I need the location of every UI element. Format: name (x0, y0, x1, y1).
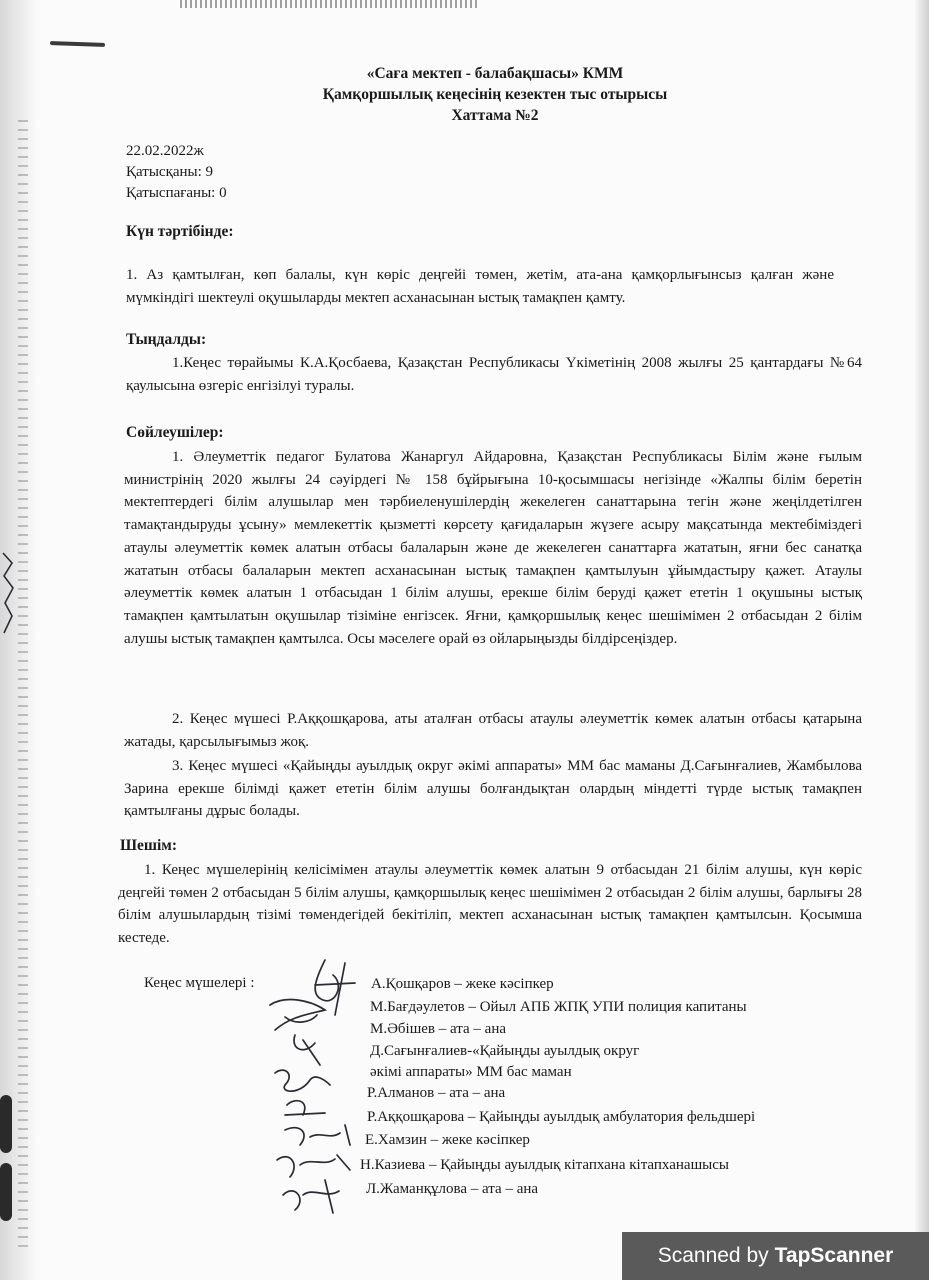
member-line: Д.Сағынғалиев-«Қайыңды ауылдық округ (370, 1043, 640, 1059)
member-line: М.Әбішев – ата – ана (370, 1021, 507, 1037)
top-bleed-mark (180, 0, 480, 8)
scanner-watermark (622, 1232, 929, 1280)
member-line: Л.Жаманқұлова – ата – ана (366, 1181, 539, 1197)
signature-mark (294, 1035, 320, 1065)
signature-mark (277, 1155, 350, 1177)
signature-mark (275, 1070, 330, 1091)
agenda-item: 1. Аз қамтылған, көп балалы, күн көріс деңгейі төмен, жетім, ата-ана қамқорлығынсыз қалған және мүмкіндігі шектеулі оқушыларды мектеп асханасынан ыстық тамақпен қамту. (126, 267, 834, 306)
perforation-strip (18, 120, 28, 1250)
scanner-prefix: Scanned by (657, 1244, 769, 1267)
agenda-title: Күн тәртібінде: (126, 223, 234, 240)
decision-item: 1. Кеңес мүшелерінің келісімімен атаулы әлеуметтік көмек алатын 9 отбасыдан 21 білім алушы, күн көріс деңгейі төмен 2 отбасыдан 5 білім алушы, қамқоршылық кеңес шешімімен 2 отбасыдан 2 білім алушы, барлығы 28 білім алушылардың тізімі төмендегідей бекітіліп, мектеп асханасынан ыстық тамақпен қамтылсын. Қосымша кестеде. (118, 862, 862, 947)
member-line: Р.Алманов – ата – ана (367, 1085, 506, 1101)
member-line: А.Қошқаров – жеке кәсіпкер (371, 976, 554, 992)
meeting-date: 22.02.2022ж (126, 143, 204, 159)
member-line: әкімі аппараты» ММ бас маман (370, 1064, 572, 1080)
speaker-item-2: 2. Кеңес мүшесі Р.Аққошқарова, аты аталған отбасы атаулы әлеуметтік көмек алатын отбасы қатарына жатады, қарсылығымыз жоқ. (124, 711, 862, 750)
attended-count: Қатысқаны: 9 (126, 164, 214, 180)
binder-hole (0, 1095, 12, 1153)
signature-mark (270, 1000, 325, 1030)
page-right-shadow (915, 0, 929, 1280)
scanner-brand: TapScanner (774, 1244, 894, 1267)
decision-title: Шешім: (120, 837, 178, 854)
pen-mark (50, 41, 105, 47)
member-line: Р.Аққошқарова – Қайыңды ауылдық амбулатория фельдшері (367, 1109, 756, 1125)
handwritten-signatures (255, 955, 375, 1225)
member-line: Е.Хамзин – жеке кәсіпкер (365, 1132, 530, 1148)
speakers-title: Сөйлеушілер: (126, 424, 224, 441)
meeting-meta (126, 141, 227, 204)
side-handwriting (0, 548, 16, 638)
speaker-item-3: 3. Кеңес мүшесі «Қайыңды ауылдық округ әкімі аппараты» ММ бас маманы Д.Сағынғалиев, Жамбылова Зарина ерекше білімді қажет ететін білім алушы болғандықтан олардың міндетті түрде ыстық тамақпен қамтылғаны дұрыс болады. (124, 758, 862, 820)
members-label: Кеңес мүшелері : (144, 975, 255, 991)
heard-title: Тыңдалды: (126, 331, 207, 348)
header-line-meeting: Қамқоршылық кеңесінің кезектен тыс отырысы (322, 86, 668, 103)
absent-count: Қатыспағаны: 0 (126, 185, 227, 201)
speaker-item-1: 1. Әлеуметтік педагог Булатова Жанаргул Айдаровна, Қазақстан Республикасы Білім және ғылым министрінің 2020 жылғы 24 сәуірдегі № 158 бұйрығына 10-қосымшасы негізінде «Жалпы білім беретін мектептердегі білім алушылар мен тәрбиеленушілердің жекелеген санаттарына тегін және жеңілдетілген тамақтандыруды ұсыну» мемлекеттік қызметті көрсету қағидаларын жүзеге асыру мақсатында мектебіміздегі атаулы әлеуметтік көмек алатын отбасы балаларын және де жекелеген санаттарға жататын, яғни бес санатқа жататын отбасы балаларын мектеп асханасынан ыстық тамақпен қамтылуын ұйымдастыру қажет. Атаулы әлеуметтік көмек алатын 1 отбасыдан 1 білім алушы, ерекше білім беруді қажет ететін 1 оқушыны ыстық тамақпен қамтылатын оқушылар тізіміне енгізсек. Яғни, қамқоршылық кеңес шешімімен 2 отбасыдан 2 білім алушы ыстық тамақпен қамтылса. Осы мәселеге орай өз ойларыңызды білдірсеңіздер. (124, 449, 862, 647)
document-header (130, 63, 860, 126)
header-line-institution: «Сағa мектеп - балабақшасы» КММ (366, 65, 624, 82)
signature-mark (283, 1180, 339, 1213)
heard-item: 1.Кеңес төрайымы К.А.Қосбаева, Қазақстан Республикасы Үкіметінің 2008 жылғы 25 қантардағы №64 қаулысына өзгеріс енгізілуі туралы. (126, 355, 862, 394)
member-line: Н.Казиева – Қайыңды ауылдық кітапхана кітапханашысы (360, 1157, 729, 1173)
header-line-protocol: Хаттама №2 (451, 107, 539, 124)
signature-mark (285, 1125, 350, 1145)
binder-hole (0, 1163, 12, 1221)
member-line: М.Бағдәулетов – Ойыл АПБ ЖПҚ УПИ полиция капитаны (370, 999, 747, 1015)
signature-mark (285, 1101, 325, 1115)
